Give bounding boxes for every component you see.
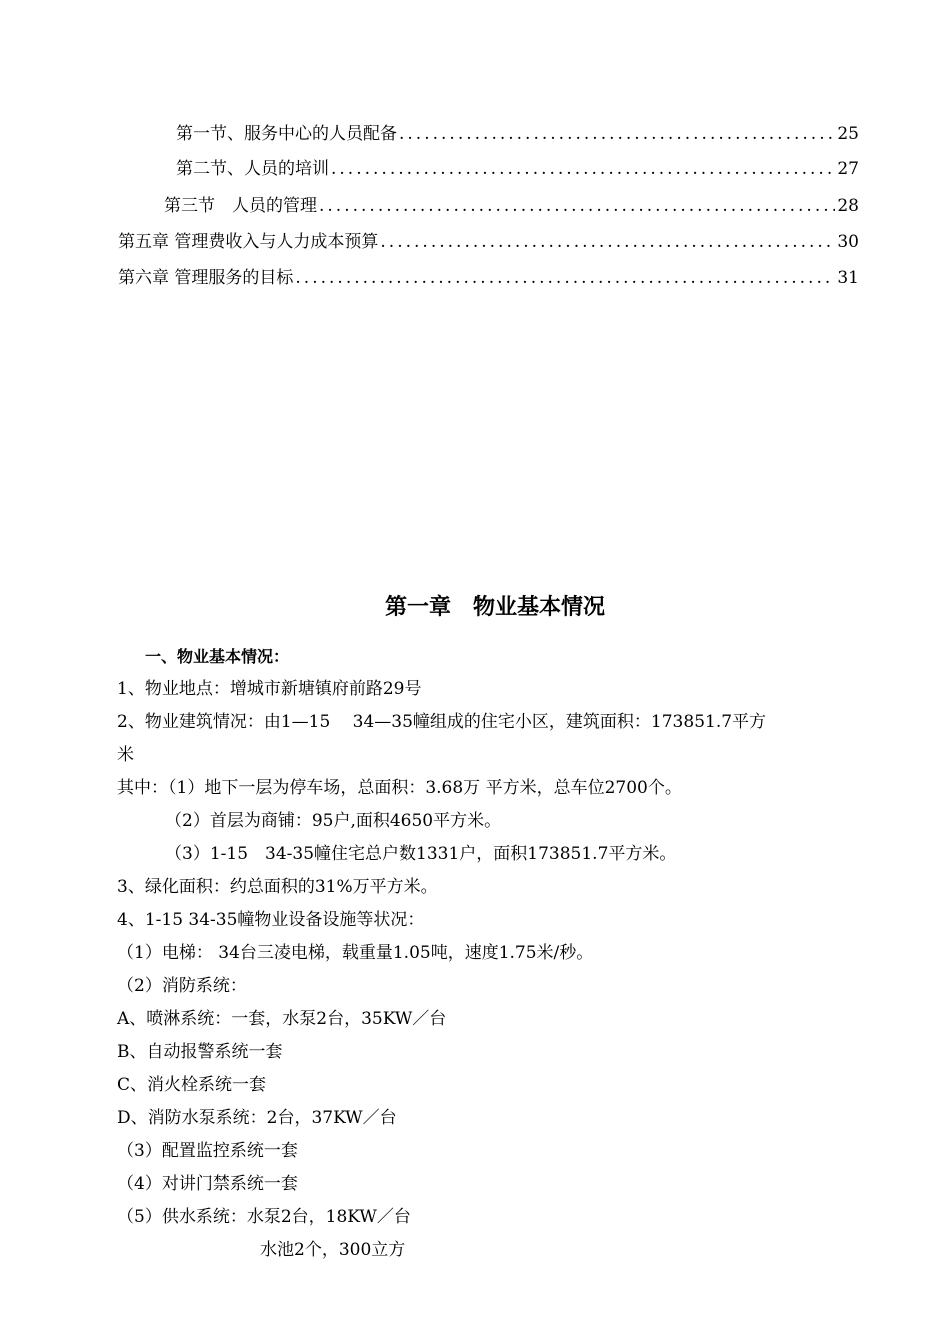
toc-page: 25 bbox=[837, 124, 859, 144]
paragraph: （3）1-15 34-35幢住宅总户数1331户，面积173851.7平方米。 bbox=[165, 844, 677, 864]
chapter-title: 第一章 物业基本情况 bbox=[384, 595, 605, 620]
section-heading: 一、物业基本情况： bbox=[145, 647, 290, 666]
toc-entry[interactable] bbox=[176, 158, 859, 180]
paragraph: （1）电梯： 34台三凌电梯，载重量1.05吨，速度1.75米/秒。 bbox=[117, 943, 594, 963]
toc-label: 第六章 管理服务的目标 bbox=[118, 268, 294, 288]
toc-leader bbox=[380, 231, 835, 253]
paragraph: 1、物业地点：增城市新塘镇府前路29号 bbox=[117, 679, 422, 699]
toc-page: 27 bbox=[837, 159, 859, 179]
paragraph: A、喷淋系统：一套，水泵2台，35KW／台 bbox=[117, 1009, 447, 1029]
toc-leader bbox=[399, 123, 835, 145]
toc-entry[interactable] bbox=[118, 267, 859, 289]
toc-label: 第一节、服务中心的人员配备 bbox=[176, 124, 397, 144]
paragraph: 其中：（1）地下一层为停车场，总面积：3.68万 平方米，总车位2700个。 bbox=[117, 778, 682, 798]
paragraph: 3、绿化面积：约总面积的31%万平方米。 bbox=[117, 877, 438, 897]
paragraph: 水池2个，300立方 bbox=[260, 1240, 406, 1260]
toc-leader bbox=[331, 158, 835, 180]
paragraph: 4、1-15 34-35幢物业设备设施等状况： bbox=[117, 910, 425, 930]
paragraph: D、消防水泵系统：2台，37KW／台 bbox=[117, 1108, 397, 1128]
paragraph: （3）配置监控系统一套 bbox=[117, 1141, 298, 1161]
toc-label: 第五章 管理费收入与人力成本预算 bbox=[118, 232, 379, 252]
toc-label: 第二节、人员的培训 bbox=[176, 159, 329, 179]
toc-label: 第三节 人员的管理 bbox=[164, 196, 317, 216]
toc-entry[interactable] bbox=[164, 195, 859, 217]
toc-entry[interactable] bbox=[176, 123, 859, 145]
paragraph: （4）对讲门禁系统一套 bbox=[117, 1174, 298, 1194]
paragraph: （2）首层为商铺：95户,面积4650平方米。 bbox=[165, 811, 502, 831]
toc-page: 31 bbox=[837, 268, 859, 288]
toc-page: 30 bbox=[837, 232, 859, 252]
paragraph: 2、物业建筑情况：由1—15 34—35幢组成的住宅小区，建筑面积：173851.7平方 bbox=[117, 712, 767, 732]
toc-leader bbox=[319, 195, 835, 217]
toc-page: 28 bbox=[837, 196, 859, 216]
paragraph: C、消火栓系统一套 bbox=[117, 1075, 267, 1095]
paragraph: B、自动报警系统一套 bbox=[117, 1042, 283, 1062]
paragraph: （5）供水系统：水泵2台，18KW／台 bbox=[117, 1207, 411, 1227]
toc-entry[interactable] bbox=[118, 231, 859, 253]
toc-leader bbox=[295, 267, 835, 289]
paragraph: 米 bbox=[117, 745, 134, 765]
paragraph: （2）消防系统： bbox=[117, 976, 247, 996]
